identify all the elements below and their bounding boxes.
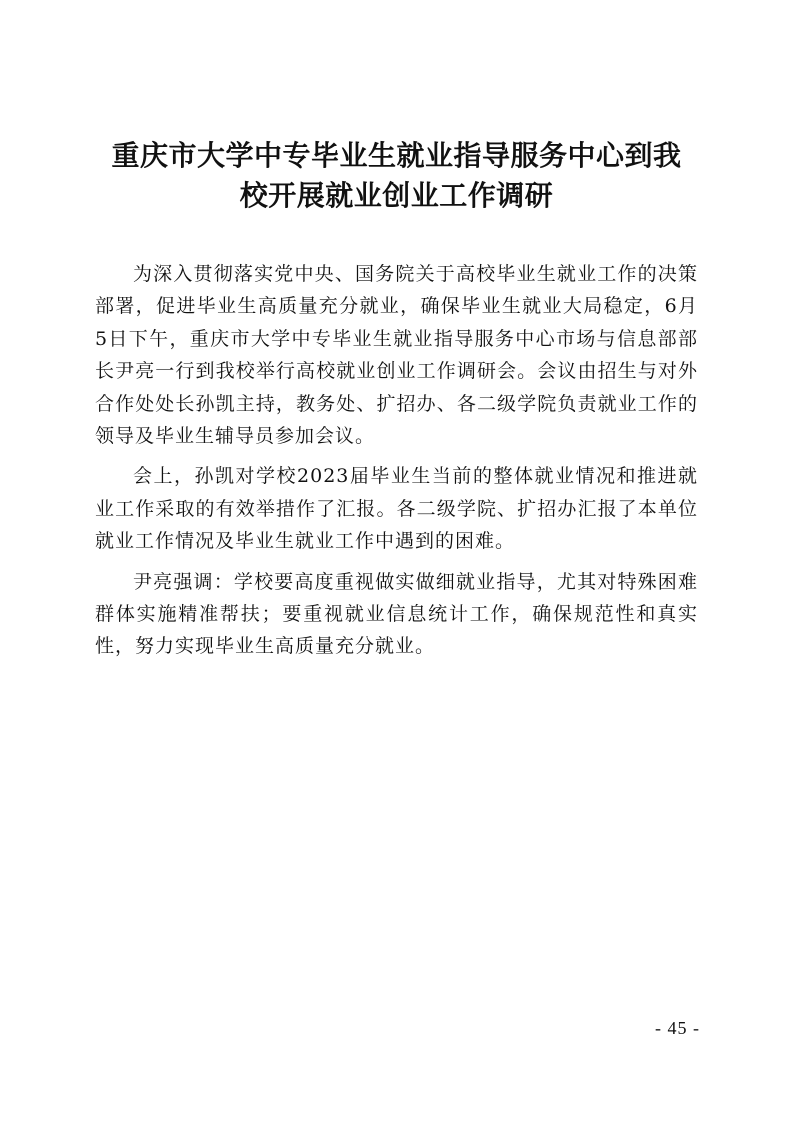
paragraph-1: 为深入贯彻落实党中央、国务院关于高校毕业生就业工作的决策部署，促进毕业生高质量充分就业，确保毕业生就业大局稳定，6月5日下午，重庆市大学中专毕业生就业指导服务中心市场与信息部部长尹亮一行到我校举行高校就业创业工作调研会。会议由招生与对外合作处处长孙凯主持，教务处、扩招办、各二级学院负责就业工作的领导及毕业生辅导员参加会议。 — [95, 263, 698, 448]
document-title-line-1: 重庆市大学中专毕业生就业指导服务中心到我 — [111, 139, 682, 172]
page-number: - 45 - — [655, 1018, 700, 1038]
document-title-line-2: 校开展就业创业工作调研 — [239, 179, 554, 212]
document-body — [95, 258, 698, 663]
paragraph-3: 尹亮强调：学校要高度重视做实做细就业指导，尤其对特殊困难群体实施精准帮扶；要重视就业信息统计工作，确保规范性和真实性，努力实现毕业生高质量充分就业。 — [95, 570, 698, 658]
paragraph-2: 会上，孙凯对学校2023届毕业生当前的整体就业情况和推进就业工作采取的有效举措作了汇报。各二级学院、扩招办汇报了本单位就业工作情况及毕业生就业工作中遇到的困难。 — [95, 465, 698, 553]
